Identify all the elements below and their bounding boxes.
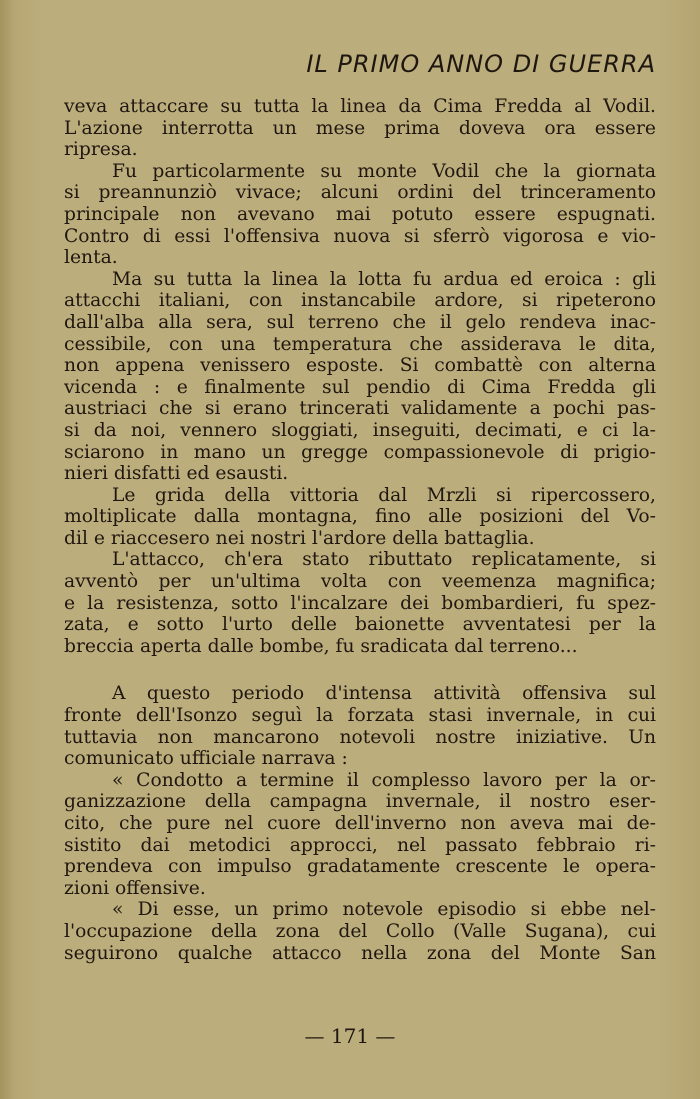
text-line: breccia aperta dalle bombe, fu sradicata dal terreno...	[64, 635, 578, 657]
text-line: Contro di essi l'offensiva nuova si sferrò vigorosa e vio-	[64, 225, 656, 247]
text-line: seguirono qualche attacco nella zona del Monte San	[64, 942, 656, 964]
text-line: Le grida della vittoria dal Mrzli si ripercossero,	[112, 484, 656, 506]
text-line: fronte dell'Isonzo seguì la forzata stasi invernale, in cui	[64, 705, 656, 727]
text-line: veva attaccare su tutta la linea da Cima Fredda al Vodil.	[64, 96, 656, 117]
text-line: moltiplicate dalla montagna, fino alle posizioni del Vo-	[64, 506, 656, 528]
text-line: vicenda : e finalmente sul pendio di Cima Fredda gli	[64, 376, 656, 398]
text-line: prendeva con impulso gradatamente crescente le opera-	[64, 856, 656, 878]
text-line: tuttavia non mancarono notevoli nostre iniziative. Un	[64, 726, 656, 748]
text-line: zata, e sotto l'urto delle baionette avventatesi per la	[64, 614, 656, 636]
text-line: non appena venissero esposte. Si combattè con alterna	[64, 355, 656, 377]
paragraph	[64, 549, 656, 657]
body-text	[64, 96, 656, 964]
paragraph	[64, 899, 656, 964]
text-line: L'azione interrotta un mese prima doveva ora essere	[64, 117, 656, 139]
text-line: cito, che pure nel cuore dell'inverno non aveva mai de-	[64, 813, 656, 834]
text-line: Fu particolarmente su monte Vodil che la giornata	[112, 160, 656, 182]
paragraph	[64, 683, 656, 769]
text-line: L'attacco, ch'era stato ributtato replicatamente, si	[112, 549, 656, 571]
text-line: e la resistenza, sotto l'incalzare dei bombardieri, fu spez-	[64, 592, 656, 614]
text-line: comunicato ufficiale narrava :	[64, 748, 348, 770]
paragraph	[64, 770, 656, 900]
text-line: attacchi italiani, con instancabile ardore, si ripeterono	[64, 290, 656, 312]
text-line: nieri disfatti ed esausti.	[64, 463, 289, 485]
text-line: A questo periodo d'intensa attività offensiva sul	[112, 683, 656, 705]
text-line: ganizzazione della campagna invernale, il nostro eser-	[64, 791, 656, 813]
section-gap	[64, 657, 656, 683]
text-line: austriaci che si erano trincerati validamente a pochi pas-	[64, 398, 656, 420]
paragraph	[64, 161, 656, 269]
text-line: ripresa.	[64, 139, 138, 161]
text-line: si preannunziò vivace; alcuni ordini del trinceramento	[64, 182, 656, 204]
text-line: dall'alba alla sera, sul terreno che il gelo rendeva inac-	[64, 311, 656, 333]
text-line: principale non avevano mai potuto essere espugnati.	[64, 203, 656, 225]
page-number: — 171 —	[304, 1024, 396, 1048]
paragraph	[64, 269, 656, 485]
paragraph	[64, 485, 656, 550]
text-line: « Di esse, un primo notevole episodio si ebbe nel-	[112, 899, 656, 921]
text-line: sistito dai metodici approcci, nel passato febbraio ri-	[64, 834, 656, 856]
text-line: lenta.	[64, 247, 118, 269]
text-line: cessibile, con una temperatura che assiderava le dita,	[64, 333, 656, 355]
text-line: sciarono in mano un gregge compassionevole di prigio-	[64, 441, 656, 463]
text-line: avventò per un'ultima volta con veemenza magnifica;	[64, 571, 656, 593]
running-header: IL PRIMO ANNO DI GUERRA	[306, 50, 656, 78]
text-line: l'occupazione della zona del Collo (Valle Sugana), cui	[64, 920, 656, 942]
paragraph	[64, 96, 656, 161]
text-line: zioni offensive.	[64, 877, 206, 899]
text-line: si da noi, vennero sloggiati, inseguiti, decimati, e ci la-	[64, 419, 656, 441]
text-line: dil e riaccesero nei nostri l'ardore della battaglia.	[64, 527, 535, 549]
text-line: Ma su tutta la linea la lotta fu ardua ed eroica : gli	[112, 268, 656, 290]
text-line: « Condotto a termine il complesso lavoro per la or-	[112, 769, 656, 791]
